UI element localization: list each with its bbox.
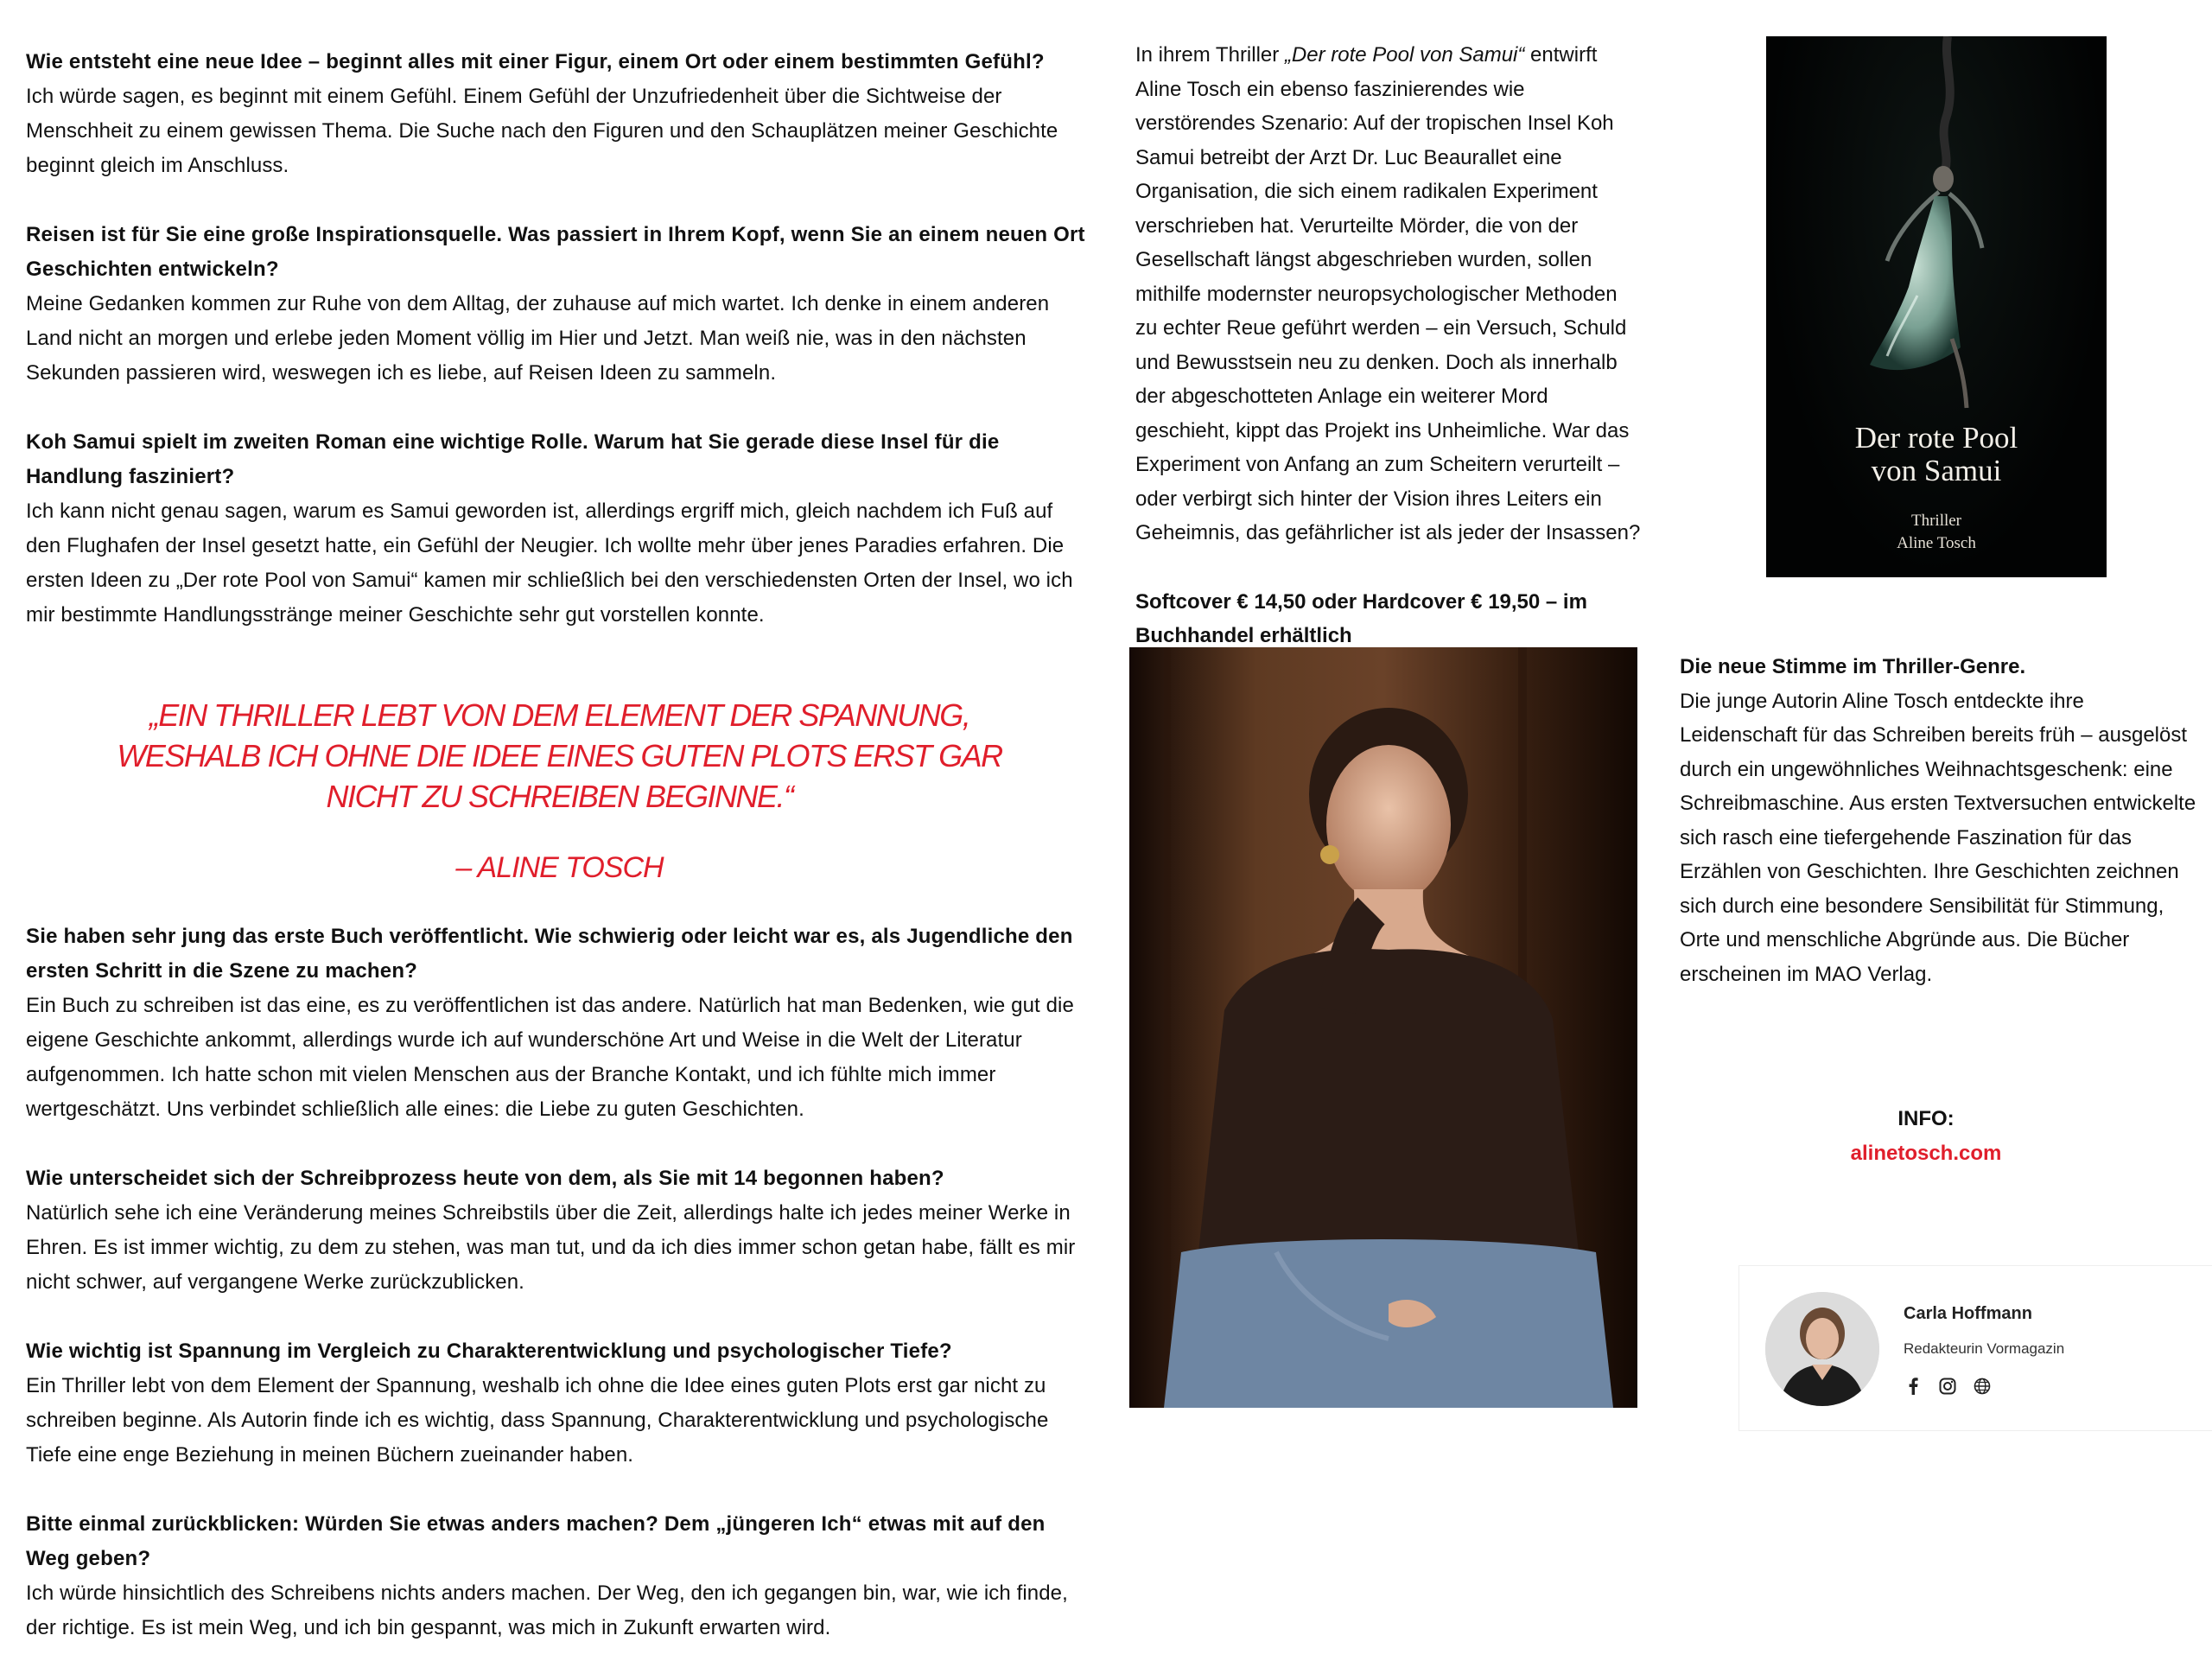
avatar-illustration <box>1765 1292 1879 1406</box>
qa-block <box>26 1507 1093 1645</box>
question: Wie entsteht eine neue Idee – beginnt alles mit einer Figur, einem Ort oder einem bestimmten Gefühl? <box>26 50 1045 73</box>
author-name[interactable]: Carla Hoffmann <box>1904 1304 2032 1323</box>
avatar[interactable] <box>1765 1292 1879 1406</box>
author-card <box>1738 1265 2212 1431</box>
question: Bitte einmal zurückblicken: Würden Sie etwas anders machen? Dem „jüngeren Ich“ etwas mit auf den Weg geben? <box>26 1512 1046 1570</box>
social-links <box>1904 1377 1992 1396</box>
price-info: Softcover € 14,50 oder Hardcover € 19,50 – im Buchhandel erhältlich <box>1135 589 1587 647</box>
answer: Ein Buch zu schreiben ist das eine, es zu veröffentlichen ist das andere. Natürlich hat man Bedenken, wie gut die eigene Geschichte ankommt, allerdings wurde ich auf wunderschöne Art und Weise in die Welt der Literatur aufgenommen. Ich hatte schon mit vielen Menschen aus der Branche Kontakt, und ich fühlte mich immer wertgeschätzt. Uns verbindet schließlich alle eines: die Liebe zu guten Geschichten. <box>26 994 1074 1121</box>
portrait-illustration <box>1129 647 1637 1408</box>
question: Koh Samui spielt im zweiten Roman eine wichtige Rolle. Warum hat Sie gerade diese Insel für die Handlung fasziniert? <box>26 430 1000 488</box>
cover-author: Aline Tosch <box>1897 534 1976 552</box>
qa-block <box>26 425 1093 633</box>
question: Wie unterscheidet sich der Schreibprozess heute von dem, als Sie mit 14 begonnen haben? <box>26 1167 944 1190</box>
question: Reisen ist für Sie eine große Inspirationsquelle. Was passiert in Ihrem Kopf, wenn Sie an einem neuen Ort Geschichten entwickeln? <box>26 223 1085 281</box>
qa-block <box>26 920 1093 1127</box>
bio-text: Die junge Autorin Aline Tosch entdeckte ihre Leidenschaft für das Schreiben bereits früh – ausgelöst durch ein ungewöhnliches Weihnachtsgeschenk: eine Schreibmaschine. Aus ersten Textversuchen entwickelte sich rasch eine tiefergehende Faszination für das Erzählen von Geschichten. Ihre Geschichten zeichnen sich durch eine besondere Sensibilität für Stimmung, Orte und menschliche Abgründe aus. Die Bücher erscheinen im MAO Verlag. <box>1680 689 2196 986</box>
book-intro <box>1135 38 1641 550</box>
author-role: Redakteurin Vormagazin <box>1904 1340 2065 1357</box>
qa-block <box>26 218 1093 391</box>
question: Sie haben sehr jung das erste Buch veröffentlicht. Wie schwierig oder leicht war es, als Jugendliche den ersten Schritt in die Szene zu machen? <box>26 925 1073 983</box>
book-description <box>1135 38 1641 653</box>
answer: Ich kann nicht genau sagen, warum es Samui geworden ist, allerdings ergriff mich, gleich nachdem ich Fuß auf den Flughafen der Insel gesetzt hatte, ein Gefühl der Neugier. Ich wollte mehr über jenes Paradies erfahren. Die ersten Ideen zu „Der rote Pool von Samui“ kamen mir schließlich bei den verschiedensten Orten der Insel, wo ich mir bestimmte Handlungsstränge meiner Geschichte sehr gut vorstellen konnte. <box>26 500 1073 627</box>
instagram-icon[interactable] <box>1938 1377 1957 1396</box>
book-cover <box>1766 36 2107 577</box>
website-link[interactable]: alinetosch.com <box>1850 1142 2002 1165</box>
interview-column <box>26 45 1093 1680</box>
answer: Natürlich sehe ich eine Veränderung meines Schreibstils über die Zeit, allerdings halte ich jedes meiner Werke in Ehren. Es ist immer wichtig, zu dem zu stehen, was man tut, und da ich dies immer schon getan habe, fällt es mir nicht schwer, auf vergangene Werke zurückzublicken. <box>26 1201 1076 1294</box>
qa-block <box>26 1334 1093 1473</box>
cover-title-line: Der rote Pool <box>1854 421 2018 455</box>
answer: Ein Thriller lebt von dem Element der Spannung, weshalb ich ohne die Idee eines guten Plots erst gar nicht zu schreiben beginne. Als Autorin finde ich es wichtig, dass Spannung, Charakterentwicklung und psychologische Tiefe eine enge Beziehung in meinen Büchern zueinander haben. <box>26 1374 1049 1467</box>
answer: Ich würde hinsichtlich des Schreibens nichts anders machen. Der Weg, den ich gegangen bin, war, wie ich finde, der richtige. Es ist mein Weg, und ich bin gespannt, was mich in Zukunft erwarten wird. <box>26 1581 1068 1639</box>
facebook-icon[interactable] <box>1904 1377 1923 1396</box>
qa-block <box>26 45 1093 183</box>
cover-title-line: von Samui <box>1871 454 2002 487</box>
pull-quote: „EIN THRILLER LEBT VON DEM ELEMENT DER SPANNUNG, WESHALB ICH OHNE DIE IDEE EINES GUTEN PLOTS ERST GAR NICHT ZU SCHREIBEN BEGINNE.“ <box>117 697 1002 814</box>
info-label: INFO: <box>1897 1107 1955 1130</box>
intro-rest: entwirft Aline Tosch ein ebenso faszinierendes wie verstörendes Szenario: Auf der tropischen Insel Koh Samui betreibt der Arzt Dr. Luc Beaurallet eine Organisation, die sich einem radikalen Experiment verschrieben hat. Verurteilte Mörder, die von der Gesellschaft längst abgeschrieben wurden, sollen mithilfe modernster neuropsychologischer Methoden zu echter Reue geführt werden – ein Versuch, Schuld und Bewusstsein neu zu denken. Doch als innerhalb der abgeschotteten Anlage ein weiterer Mord geschieht, kippt das Projekt ins Unheimliche. War das Experiment von Anfang an zum Scheitern verurteilt – oder verbirgt sich hinter der Vision ihres Leiters ein Geheimnis, das gefährlicher ist als jeder der Insassen? <box>1135 43 1641 544</box>
pull-quote-author: – ALINE TOSCH <box>455 851 664 884</box>
question: Wie wichtig ist Spannung im Vergleich zu Charakterentwicklung und psychologischer Tiefe? <box>26 1340 952 1363</box>
answer: Meine Gedanken kommen zur Ruhe von dem Alltag, der zuhause auf mich wartet. Ich denke in einem anderen Land nicht an morgen und erlebe jeden Moment völlig im Hier und Jetzt. Man weiß nie, was in den nächsten Sekunden passieren wird, weswegen ich es liebe, auf Reisen Ideen zu sammeln. <box>26 292 1050 385</box>
intro-prefix: In ihrem Thriller <box>1135 43 1285 67</box>
author-bio <box>1680 650 2198 991</box>
book-title-inline: „Der rote Pool von Samui“ <box>1284 43 1525 67</box>
qa-block <box>26 1161 1093 1300</box>
cover-title <box>1766 422 2107 487</box>
info-block <box>1801 1102 2051 1171</box>
cover-figure-illustration <box>1766 36 2107 577</box>
answer: Ich würde sagen, es beginnt mit einem Gefühl. Einem Gefühl der Unzufriedenheit über die Sichtweise der Menschheit zu einem gewissen Thema. Die Suche nach den Figuren und den Schauplätzen meiner Geschichte beginnt gleich im Anschluss. <box>26 85 1058 177</box>
bio-heading: Die neue Stimme im Thriller-Genre. <box>1680 655 2026 678</box>
author-portrait <box>1129 647 1637 1408</box>
globe-icon[interactable] <box>1973 1377 1992 1396</box>
cover-genre: Thriller <box>1910 512 1962 530</box>
